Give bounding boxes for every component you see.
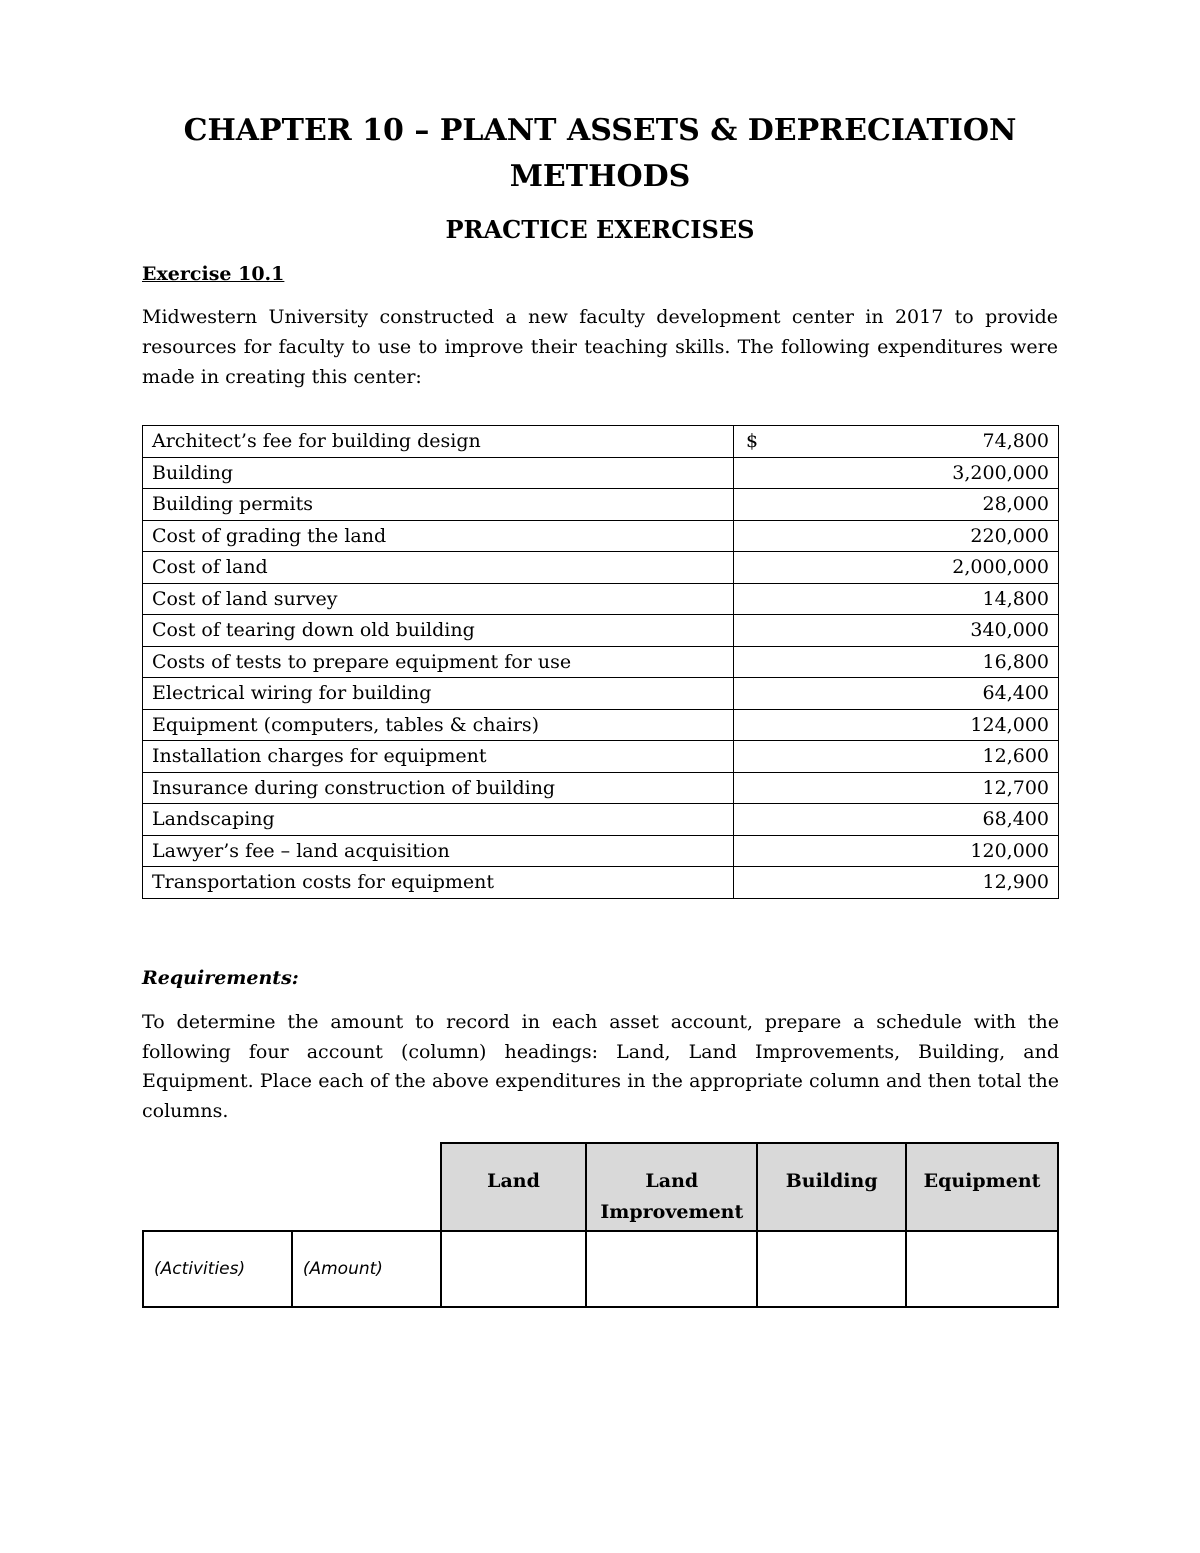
expenditure-amount-cell: [734, 741, 1059, 773]
expenditure-row: [143, 867, 1059, 899]
expenditure-row: [143, 646, 1059, 678]
expenditures-table: [142, 425, 1059, 899]
chapter-title: [82, 108, 1118, 200]
expenditure-item: Transportation costs for equipment: [143, 867, 734, 899]
expenditure-item: Electrical wiring for building: [143, 678, 734, 710]
expenditure-amount-cell: [734, 835, 1059, 867]
expenditure-item: Equipment (computers, tables & chairs): [143, 709, 734, 741]
expenditure-row: [143, 804, 1059, 836]
expenditure-amount-cell: [734, 772, 1059, 804]
requirements-text: To determine the amount to record in each asset account, prepare a schedule with the following four account (column) headings: Land, Land Improvements, Building, and Equipment. Place each of the above expenditures in the appropriate column and then total the columns.: [142, 1011, 1059, 1122]
expenditure-item: Cost of land survey: [143, 583, 734, 615]
expenditure-row: [143, 772, 1059, 804]
land-improvement-cell: [586, 1231, 757, 1307]
expenditure-amount-cell: [734, 615, 1059, 647]
expenditure-amount-cell: [734, 678, 1059, 710]
exercise-intro: Midwestern University constructed a new faculty development center in 2017 to provide resources for faculty to use to improve their teaching skills. The following expenditures were made in creating this center:: [142, 306, 1058, 388]
schedule-blank-cell: [292, 1143, 441, 1231]
expenditure-amount: 340,000: [970, 619, 1049, 642]
expenditure-amount: 12,900: [982, 871, 1049, 894]
expenditure-item: Building: [143, 457, 734, 489]
expenditure-amount: 74,800: [982, 430, 1049, 453]
column-header-land-improvement: [586, 1143, 757, 1231]
expenditure-amount-cell: [734, 583, 1059, 615]
chapter-title-line1: CHAPTER 10 – PLANT ASSETS & DEPRECIATION: [183, 113, 1017, 148]
schedule-table: [142, 1142, 1059, 1308]
expenditure-row: [143, 552, 1059, 584]
expenditure-amount: 12,600: [982, 745, 1049, 768]
building-cell: [757, 1231, 906, 1307]
expenditure-item: Lawyer’s fee – land acquisition: [143, 835, 734, 867]
expenditure-row: [143, 741, 1059, 773]
expenditure-amount: 2,000,000: [952, 556, 1049, 579]
exercise-heading: Exercise 10.1: [142, 263, 285, 285]
expenditure-amount: 3,200,000: [952, 461, 1049, 484]
land-cell: [441, 1231, 587, 1307]
column-header-equipment: Equipment: [906, 1143, 1058, 1231]
schedule-body-row: [143, 1231, 1058, 1307]
expenditure-row: [143, 489, 1059, 521]
expenditure-amount: 120,000: [970, 839, 1049, 862]
expenditure-row: [143, 457, 1059, 489]
expenditure-amount-cell: [734, 804, 1059, 836]
expenditure-item: Landscaping: [143, 804, 734, 836]
expenditure-row: [143, 835, 1059, 867]
column-header-land: Land: [441, 1143, 587, 1231]
column-header-building: Building: [757, 1143, 906, 1231]
expenditure-amount: 14,800: [982, 587, 1049, 610]
expenditure-amount-cell: [734, 709, 1059, 741]
amount-cell: (Amount): [292, 1231, 441, 1307]
expenditure-amount-cell: [734, 457, 1059, 489]
expenditure-item: Costs of tests to prepare equipment for use: [143, 646, 734, 678]
expenditure-amount: 64,400: [982, 682, 1049, 705]
expenditure-amount: 28,000: [982, 493, 1049, 516]
schedule-blank-cell: [143, 1143, 292, 1231]
expenditure-item: Building permits: [143, 489, 734, 521]
expenditure-row: [143, 709, 1059, 741]
land-improvement-line2: Improvement: [600, 1201, 744, 1223]
currency-symbol: $: [746, 430, 759, 452]
expenditure-amount: 12,700: [982, 776, 1049, 799]
expenditure-item: Insurance during construction of building: [143, 772, 734, 804]
expenditure-item: Cost of grading the land: [143, 520, 734, 552]
chapter-title-line2: METHODS: [509, 159, 691, 194]
schedule-header-row: [143, 1143, 1058, 1231]
expenditure-item: Cost of tearing down old building: [143, 615, 734, 647]
equipment-cell: [906, 1231, 1058, 1307]
requirements-heading: Requirements:: [142, 967, 299, 989]
expenditure-row: [143, 583, 1059, 615]
land-improvement-line1: Land: [645, 1170, 699, 1192]
expenditure-amount: 68,400: [982, 808, 1049, 831]
expenditure-item: Installation charges for equipment: [143, 741, 734, 773]
expenditure-row: [143, 520, 1059, 552]
expenditure-item: Architect’s fee for building design: [143, 426, 734, 458]
expenditure-amount: 220,000: [970, 524, 1049, 547]
document-page: [142, 108, 1059, 1279]
expenditure-item: Cost of land: [143, 552, 734, 584]
expenditure-row: [143, 615, 1059, 647]
expenditure-row: [143, 426, 1059, 458]
expenditure-amount: 124,000: [970, 713, 1049, 736]
expenditure-amount: 16,800: [982, 650, 1049, 673]
section-subtitle: PRACTICE EXERCISES: [445, 215, 755, 244]
expenditure-row: [143, 678, 1059, 710]
expenditure-amount-cell: [734, 552, 1059, 584]
expenditure-amount-cell: [734, 867, 1059, 899]
expenditure-amount-cell: [734, 489, 1059, 521]
expenditure-amount-cell: [734, 426, 1059, 458]
activities-cell: (Activities): [143, 1231, 292, 1307]
expenditure-amount-cell: [734, 520, 1059, 552]
expenditure-amount-cell: [734, 646, 1059, 678]
